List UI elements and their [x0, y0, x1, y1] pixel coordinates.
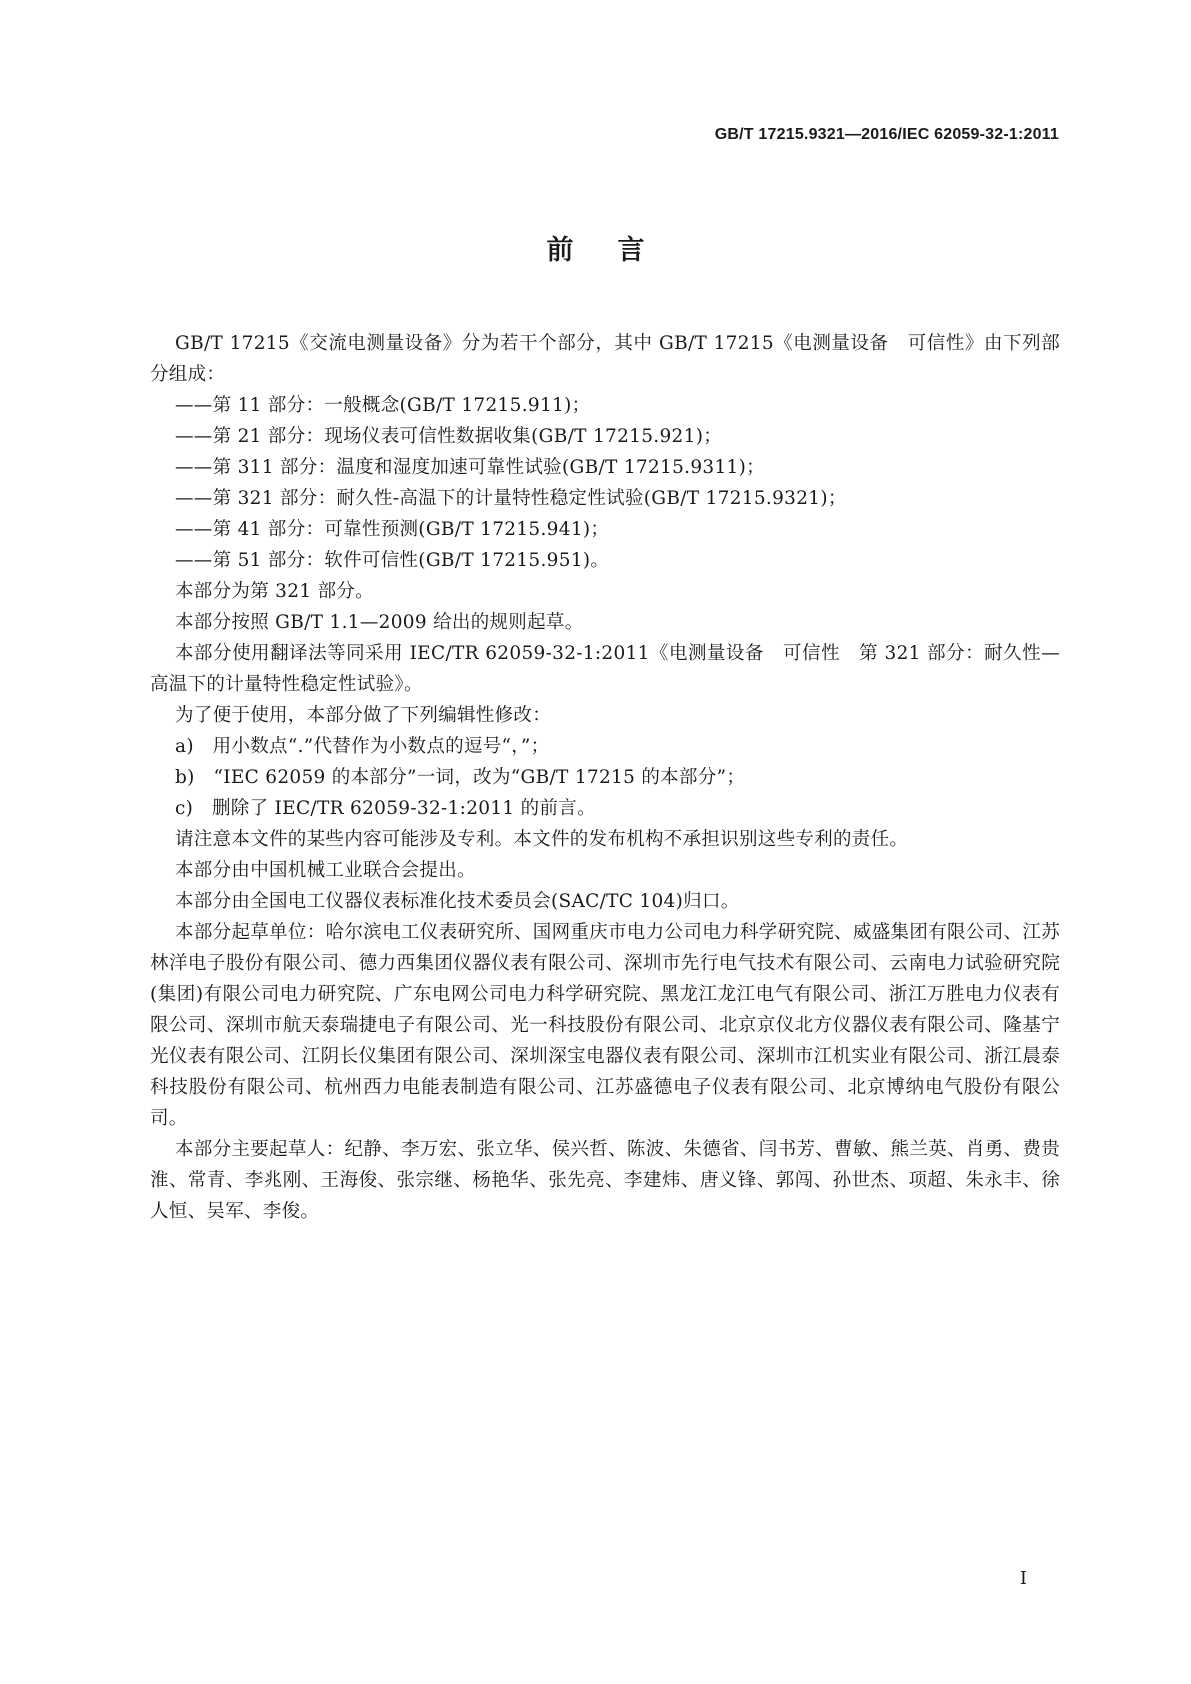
- list-item: ——第 11 部分：一般概念(GB/T 17215.911)；: [175, 395, 591, 416]
- edit-item: c) 删除了 IEC/TR 62059-32-1:2011 的前言。: [175, 798, 596, 819]
- list-item: ——第 21 部分：现场仪表可信性数据收集(GB/T 17215.921)；: [175, 426, 723, 447]
- list-item: ——第 41 部分：可靠性预测(GB/T 17215.941)；: [175, 519, 610, 540]
- edits-intro: 为了便于使用，本部分做了下列编辑性修改：: [175, 705, 552, 726]
- list-item: ——第 321 部分：耐久性-高温下的计量特性稳定性试验(GB/T 17215.9321)；: [175, 488, 847, 509]
- part-statement: 本部分为第 321 部分。: [175, 581, 374, 602]
- page-title: 前言: [546, 235, 689, 266]
- drafters: 本部分主要起草人：纪静、李万宏、张立华、侯兴哲、陈波、朱德省、闫书芳、曹敏、熊兰英、肖勇、费贵淮、常青、李兆刚、王海俊、张宗继、杨艳华、张先亮、李建炜、唐义锋、郭闯、孙世杰、项超、朱永丰、徐人恒、吴军、李俊。: [150, 1139, 1060, 1222]
- foreword-body: [150, 328, 1060, 1227]
- adoption-statement: 本部分使用翻译法等同采用 IEC/TR 62059-32-1:2011《电测量设备 可信性 第 321 部分：耐久性—高温下的计量特性稳定性试验》。: [150, 643, 1060, 695]
- edit-item: a) 用小数点“.”代替作为小数点的逗号“，”；: [175, 736, 550, 757]
- committee-statement: 本部分由全国电工仪器仪表标准化技术委员会(SAC/TC 104)归口。: [175, 891, 740, 912]
- list-item: ——第 311 部分：温度和湿度加速可靠性试验(GB/T 17215.9311)；: [175, 457, 765, 478]
- list-item: ——第 51 部分：软件可信性(GB/T 17215.951)。: [175, 550, 610, 571]
- edit-item: b) “IEC 62059 的本部分”一词，改为“GB/T 17215 的本部分”；: [175, 767, 746, 788]
- standard-code-header: GB/T 17215.9321—2016/IEC 62059-32-1:2011: [714, 126, 1059, 143]
- drafting-organizations: 本部分起草单位：哈尔滨电工仪表研究所、国网重庆市电力公司电力科学研究院、威盛集团有限公司、江苏林洋电子股份有限公司、德力西集团仪器仪表有限公司、深圳市先行电气技术有限公司、云南电力试验研究院(集团)有限公司电力研究院、广东电网公司电力科学研究院、黑龙江龙江电气有限公司、浙江万胜电力仪表有限公司、深圳市航天泰瑞捷电子有限公司、光一科技股份有限公司、北京京仪北方仪器仪表有限公司、隆基宁光仪表有限公司、江阴长仪集团有限公司、深圳深宝电器仪表有限公司、深圳市江机实业有限公司、浙江晨泰科技股份有限公司、杭州西力电能表制造有限公司、江苏盛德电子仪表有限公司、北京博纳电气股份有限公司。: [150, 922, 1060, 1129]
- proposer-statement: 本部分由中国机械工业联合会提出。: [175, 860, 476, 881]
- intro-paragraph: GB/T 17215《交流电测量设备》分为若干个部分，其中 GB/T 17215《电测量设备 可信性》由下列部分组成：: [150, 333, 1060, 385]
- patent-notice: 请注意本文件的某些内容可能涉及专利。本文件的发布机构不承担识别这些专利的责任。: [175, 829, 909, 850]
- drafting-rules: 本部分按照 GB/T 1.1—2009 给出的规则起草。: [175, 612, 584, 633]
- page-number: I: [1019, 1568, 1027, 1589]
